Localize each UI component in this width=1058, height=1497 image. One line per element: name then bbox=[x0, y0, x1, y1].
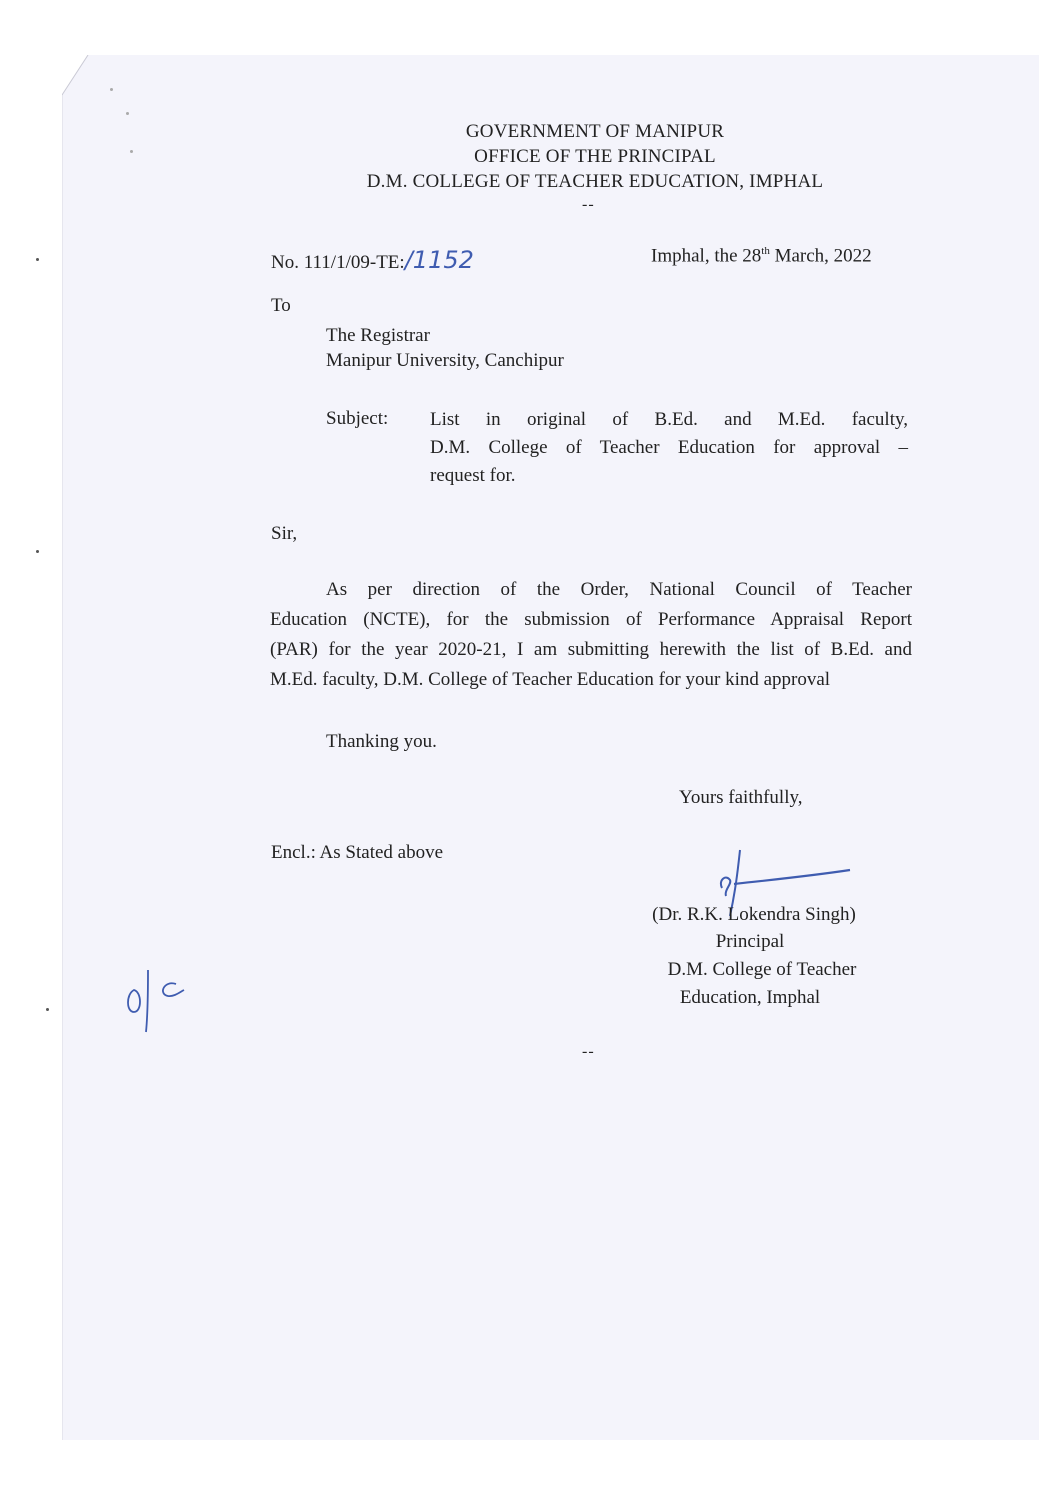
reference-number-handwritten: /1152 bbox=[404, 246, 474, 274]
header-separator: -- bbox=[582, 196, 595, 213]
body-line: M.Ed. faculty, D.M. College of Teacher Education for your kind approval bbox=[270, 669, 831, 690]
footer-separator: -- bbox=[582, 1043, 595, 1060]
reference-number-prefix: No. 111/1/09-TE: bbox=[271, 252, 405, 273]
folded-corner bbox=[62, 55, 102, 105]
scan-speck bbox=[126, 112, 129, 115]
signatory-designation: Principal bbox=[715, 931, 785, 952]
letter-date-rest: March, 2022 bbox=[769, 245, 872, 267]
body-line: (PAR) for the year 2020-21, I am submitting herewith the list of B.Ed. and bbox=[270, 639, 912, 660]
subject-line: request for. bbox=[430, 465, 516, 486]
subject-text bbox=[430, 406, 908, 490]
salutation: Sir, bbox=[271, 523, 298, 544]
letterhead-office: OFFICE OF THE PRINCIPAL bbox=[474, 146, 716, 167]
reference-number bbox=[271, 246, 474, 274]
enclosure-note: Encl.: As Stated above bbox=[271, 842, 444, 863]
subject-line: List in original of B.Ed. and M.Ed. faculty, bbox=[430, 409, 908, 430]
letter-date-suffix: th bbox=[761, 245, 770, 257]
thanking-line: Thanking you. bbox=[326, 731, 437, 752]
signatory-name: (Dr. R.K. Lokendra Singh) bbox=[652, 904, 856, 925]
letterhead-government: GOVERNMENT OF MANIPUR bbox=[465, 121, 725, 142]
signatory-office-line2: Education, Imphal bbox=[679, 987, 821, 1008]
addressee-organisation: Manipur University, Canchipur bbox=[326, 350, 564, 371]
subject-label: Subject: bbox=[326, 408, 389, 429]
scan-speck bbox=[36, 258, 39, 261]
subject-line: D.M. College of Teacher Education for approval – bbox=[430, 437, 908, 458]
letterhead-college: D.M. COLLEGE OF TEACHER EDUCATION, IMPHAL bbox=[366, 171, 824, 192]
scan-speck bbox=[110, 88, 113, 91]
scan-speck bbox=[46, 1008, 49, 1011]
addressee-title: The Registrar bbox=[326, 325, 430, 346]
signatory-office-line1: D.M. College of Teacher bbox=[667, 959, 857, 980]
body-line: As per direction of the Order, National Council of Teacher bbox=[326, 579, 912, 600]
letter-paper bbox=[62, 55, 1039, 1440]
addressee-to: To bbox=[271, 295, 291, 316]
body-paragraph bbox=[270, 575, 912, 695]
letter-date-place: Imphal, the 28 bbox=[651, 245, 762, 267]
scan-speck bbox=[36, 550, 39, 553]
handwritten-oc-note bbox=[118, 960, 198, 1040]
closing-line: Yours faithfully, bbox=[679, 787, 803, 808]
body-line: Education (NCTE), for the submission of Performance Appraisal Report bbox=[270, 609, 912, 630]
letter-date bbox=[651, 245, 872, 267]
